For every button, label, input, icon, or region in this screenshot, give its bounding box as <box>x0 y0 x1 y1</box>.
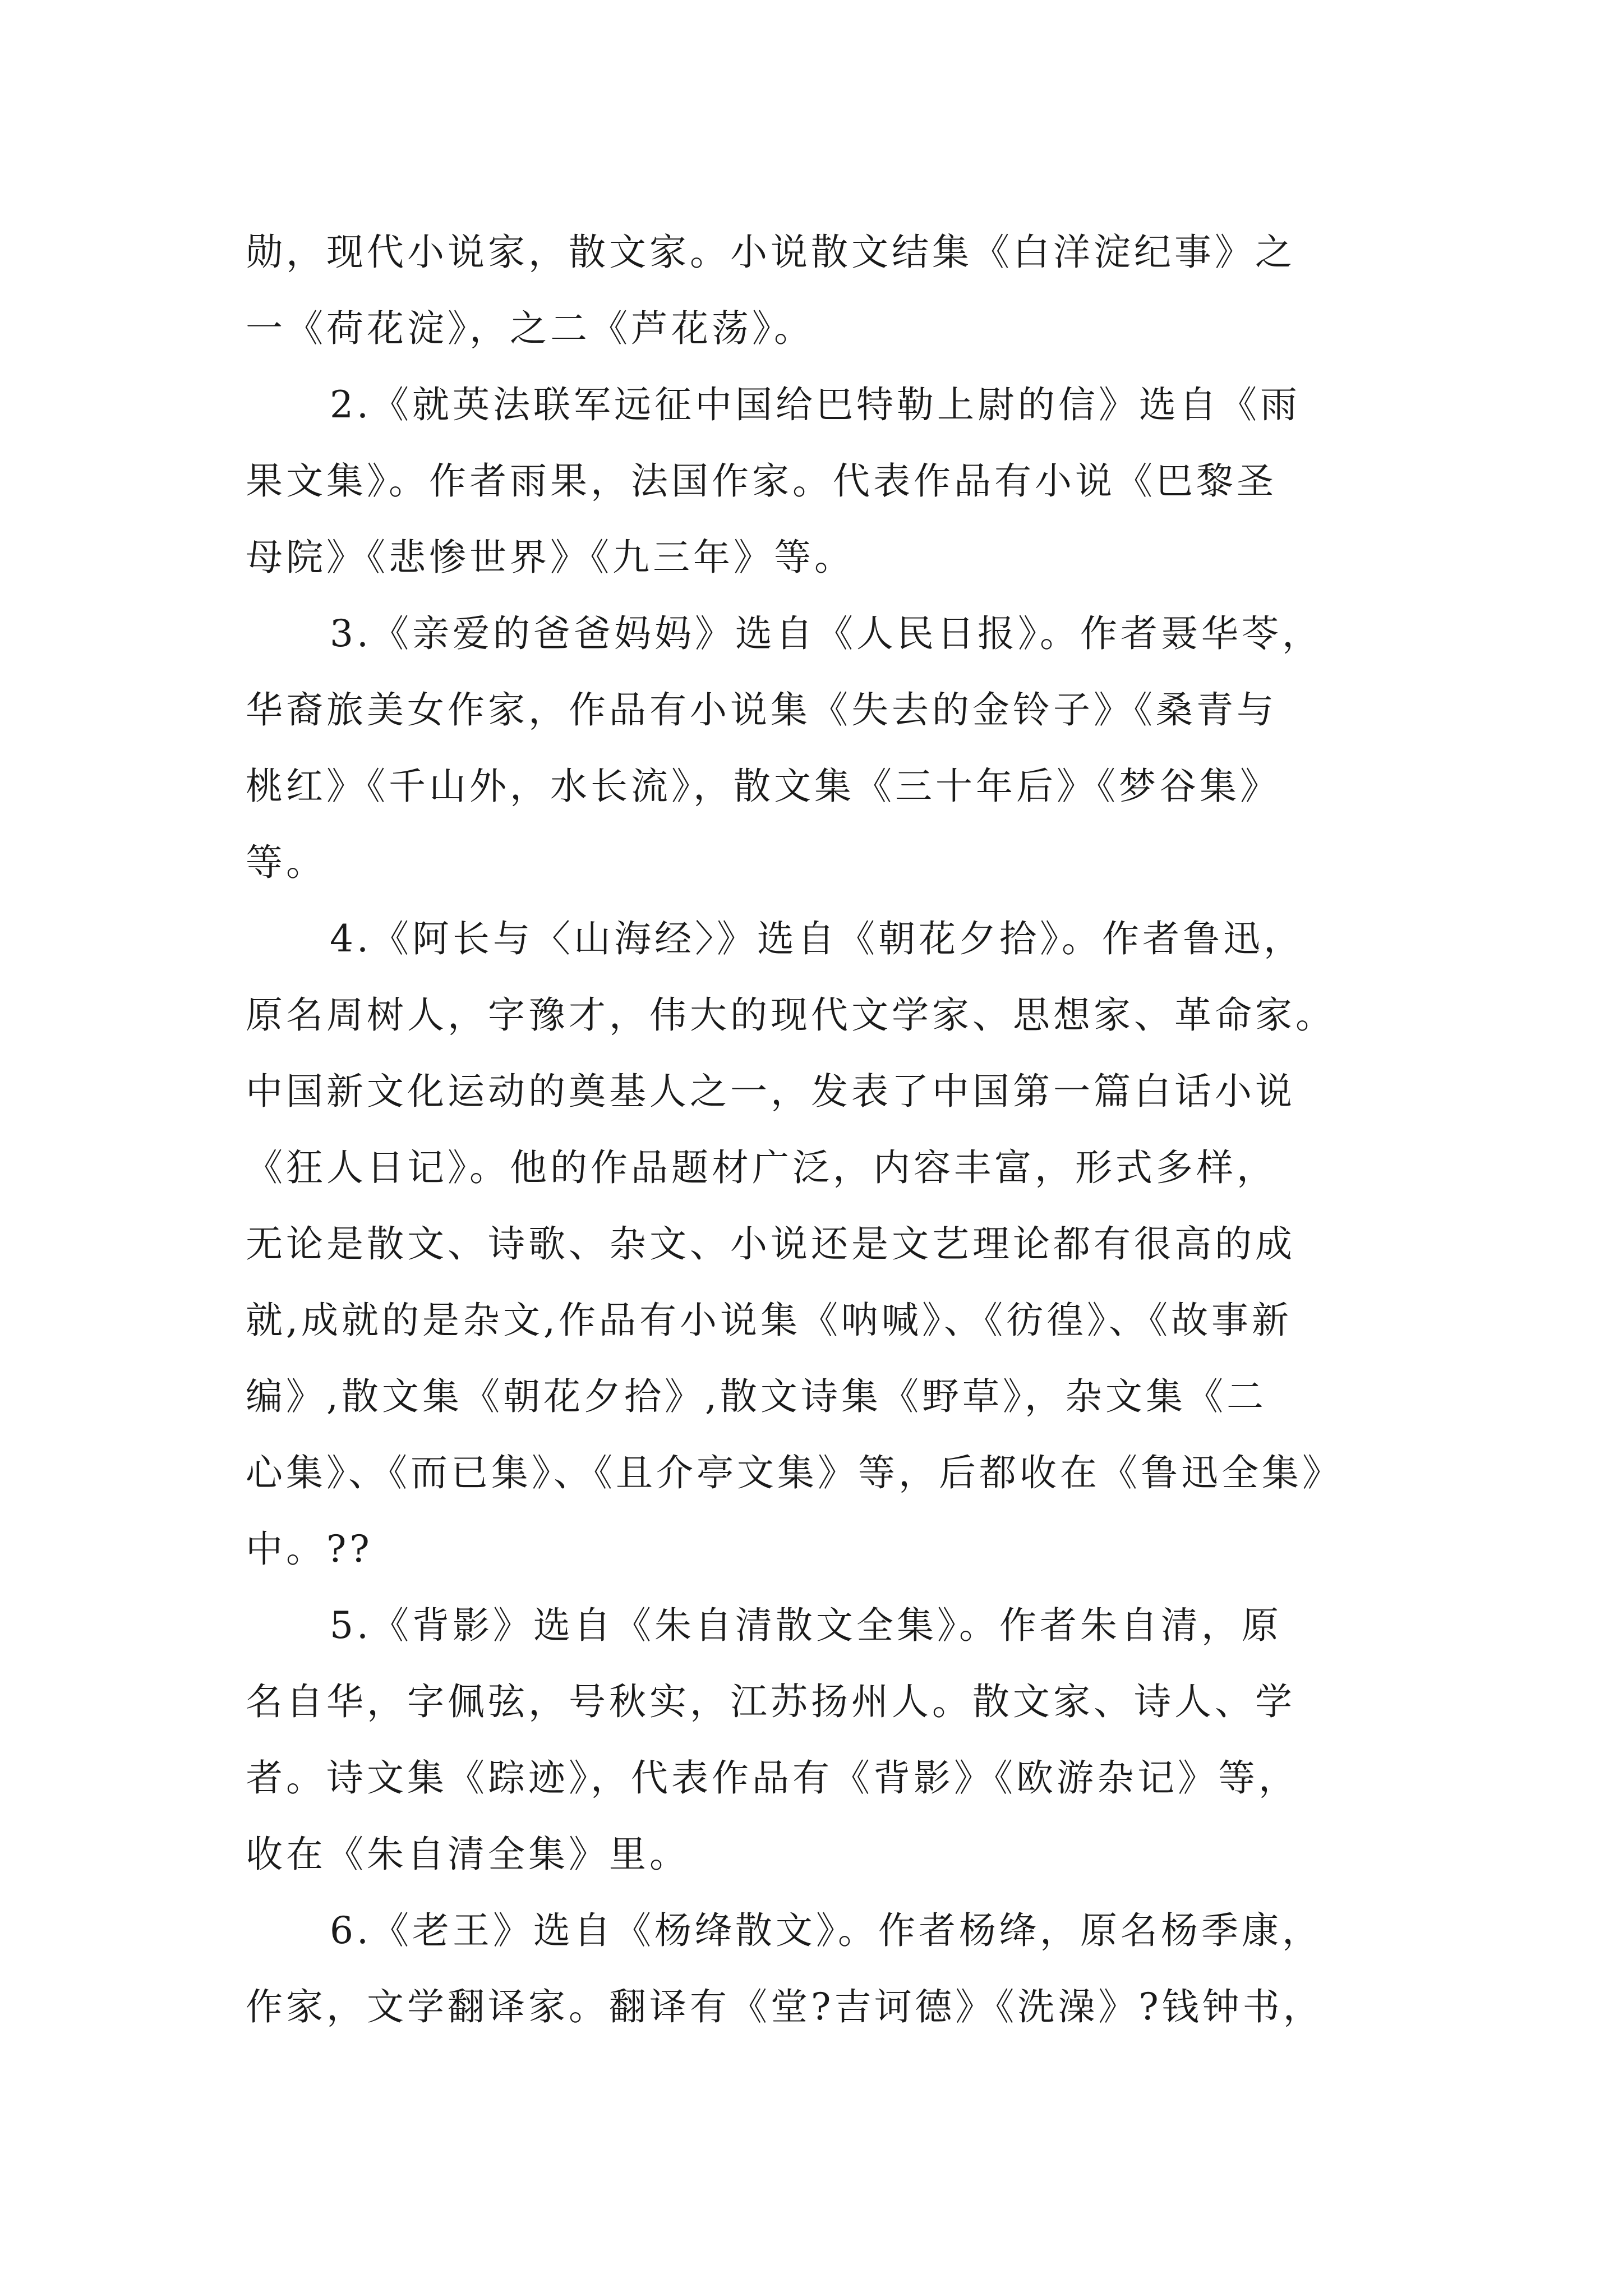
text-line: 作家，文学翻译家。翻译有《堂?吉诃德》《洗澡》?钱钟书， <box>246 1985 1324 2028</box>
text-line: 勋，现代小说家，散文家。小说散文结集《白洋淀纪事》之 <box>246 231 1295 274</box>
text-line: 果文集》。作者雨果，法国作家。代表作品有小说《巴黎圣 <box>246 459 1277 503</box>
text-line: 4.《阿长与〈山海经〉》选自《朝花夕拾》。作者鲁迅， <box>330 917 1304 960</box>
text-line: 5.《背影》选自《朱自清散文全集》。作者朱自清，原 <box>330 1604 1282 1647</box>
text-line: 等。 <box>246 841 326 884</box>
text-line: 原名周树人，字豫才，伟大的现代文学家、思想家、革命家。 <box>246 993 1336 1037</box>
text-line: 收在《朱自清全集》里。 <box>246 1833 690 1876</box>
paragraph-item-2 <box>246 367 1412 596</box>
text-line: 一《荷花淀》，之二《芦花荡》。 <box>246 307 814 350</box>
text-line: 就,成就的是杂文,作品有小说集《呐喊》、《彷徨》、《故事新 <box>246 1299 1292 1342</box>
text-line: 3.《亲爱的爸爸妈妈》选自《人民日报》。作者聂华苓， <box>330 612 1322 655</box>
text-line: 编》,散文集《朝花夕拾》,散文诗集《野草》，杂文集《二 <box>246 1375 1267 1418</box>
text-line: 6.《老王》选自《杨绛散文》。作者杨绛，原名杨季康， <box>330 1909 1322 1952</box>
text-line: 心集》、《而已集》、《且介亭文集》等，后都收在《鲁迅全集》 <box>246 1451 1343 1494</box>
text-line: 中国新文化运动的奠基人之一，发表了中国第一篇白话小说 <box>246 1070 1295 1113</box>
text-line: 者。诗文集《踪迹》，代表作品有《背影》《欧游杂记》等， <box>246 1756 1299 1800</box>
text-line: 名自华，字佩弦，号秋实，江苏扬州人。散文家、诗人、学 <box>246 1680 1295 1723</box>
paragraph-item-3 <box>246 596 1412 901</box>
text-line: 中。?? <box>246 1527 373 1571</box>
paragraph-item-4 <box>246 901 1412 1588</box>
text-line: 母院》《悲惨世界》《九三年》等。 <box>246 536 855 579</box>
paragraph-item-6 <box>246 1893 1412 2045</box>
document-body <box>246 214 1412 2045</box>
text-line: 华裔旅美女作家，作品有小说集《失去的金铃子》《桑青与 <box>246 688 1277 731</box>
text-line: 《狂人日记》。他的作品题材广泛，内容丰富，形式多样， <box>246 1146 1277 1189</box>
text-line: 桃红》《千山外，水长流》，散文集《三十年后》《梦谷集》 <box>246 765 1280 808</box>
text-line: 2.《就英法联军远征中国给巴特勒上尉的信》选自《雨 <box>330 383 1301 426</box>
paragraph-continuation <box>246 214 1412 367</box>
text-line: 无论是散文、诗歌、杂文、小说还是文艺理论都有很高的成 <box>246 1222 1295 1266</box>
paragraph-item-5 <box>246 1588 1412 1893</box>
